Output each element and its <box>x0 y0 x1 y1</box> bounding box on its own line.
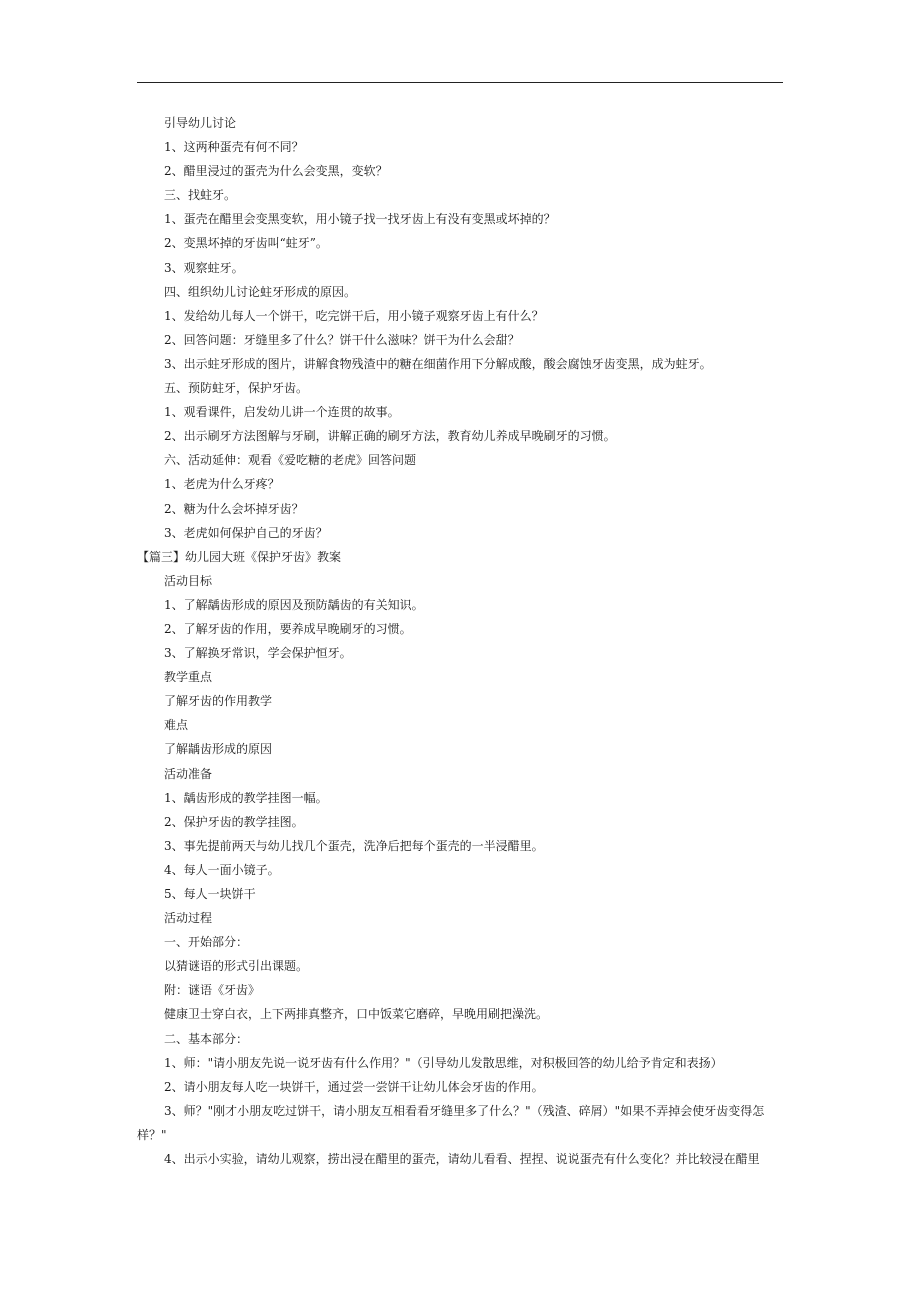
text-line: 三、找蛀牙。 <box>164 188 237 203</box>
text-line: 2、回答问题：牙缝里多了什么？饼干什么滋味？饼干为什么会甜？ <box>164 332 520 347</box>
text-line: 1、师："请小朋友先说一说牙齿有什么作用？"（引导幼儿发散思维，对积极回答的幼儿给予肯定和表扬） <box>164 1055 723 1070</box>
text-line: 4、每人一面小镜子。 <box>164 862 280 877</box>
document-body <box>137 111 783 1171</box>
text-line: 教学重点 <box>164 670 213 685</box>
text-line: 六、活动延伸：观看《爱吃糖的老虎》回答问题 <box>164 453 417 468</box>
text-line: 了解龋齿形成的原因 <box>164 742 273 757</box>
text-line: 活动过程 <box>164 911 213 926</box>
text-line: 二、基本部分： <box>164 1031 249 1046</box>
text-line: 2、请小朋友每人吃一块饼干，通过尝一尝饼干让幼儿体会牙齿的作用。 <box>164 1079 544 1094</box>
text-line: 3、师？"刚才小朋友吃过饼干，请小朋友互相看看牙缝里多了什么？"（残渣、碎屑）"如果不弄掉会使牙齿变得怎 <box>164 1103 765 1118</box>
text-line: 2、了解牙齿的作用，要养成早晚刷牙的习惯。 <box>164 621 412 636</box>
text-line: 2、变黑坏掉的牙齿叫“蛀牙”。 <box>164 236 328 251</box>
header-divider <box>137 82 783 83</box>
text-line: 1、发给幼儿每人一个饼干，吃完饼干后，用小镜子观察牙齿上有什么？ <box>164 308 544 323</box>
text-line: 3、观察蛀牙。 <box>164 260 244 275</box>
text-line: 1、观看课件，启发幼儿讲一个连贯的故事。 <box>164 405 400 420</box>
text-line: 3、出示蛀牙形成的图片，讲解食物残渣中的糖在细菌作用下分解成酸，酸会腐蚀牙齿变黑，成为蛀牙。 <box>164 356 712 371</box>
text-line: 4、出示小实验，请幼儿观察，捞出浸在醋里的蛋壳，请幼儿看看、捏捏、说说蛋壳有什么变化？并比较浸在醋里 <box>164 1152 760 1167</box>
text-line: 3、事先提前两天与幼儿找几个蛋壳，洗净后把每个蛋壳的一半浸醋里。 <box>164 838 544 853</box>
text-line: 五、预防蛀牙，保护牙齿。 <box>164 381 309 396</box>
text-line: 四、组织幼儿讨论蛀牙形成的原因。 <box>164 284 357 299</box>
text-line: 引导幼儿讨论 <box>164 116 237 130</box>
text-line: 2、糖为什么会坏掉牙齿？ <box>164 501 304 516</box>
text-line: 1、蛋壳在醋里会变黑变软，用小镜子找一找牙齿上有没有变黑或坏掉的？ <box>164 212 556 227</box>
text-line: 2、保护牙齿的教学挂图。 <box>164 814 304 829</box>
text-line: 2、醋里浸过的蛋壳为什么会变黑，变软？ <box>164 164 388 179</box>
text-line: 附：谜语《牙齿》 <box>164 983 261 998</box>
text-line: 活动目标 <box>164 573 213 588</box>
text-line: 【篇三】幼儿园大班《保护牙齿》教案 <box>137 549 342 564</box>
text-line: 了解牙齿的作用教学 <box>164 694 273 709</box>
text-line: 3、了解换牙常识，学会保护恒牙。 <box>164 646 352 661</box>
text-line: 难点 <box>164 718 189 733</box>
text-line: 活动准备 <box>164 766 213 781</box>
text-line: 健康卫士穿白衣，上下两排真整齐，口中饭菜它磨碎，早晚用刷把澡洗。 <box>164 1007 549 1022</box>
text-line: 5、每人一块饼干 <box>164 887 256 901</box>
text-line: 3、老虎如何保护自己的牙齿？ <box>164 525 328 540</box>
text-line: 1、了解龋齿形成的原因及预防龋齿的有关知识。 <box>164 597 424 612</box>
text-line: 2、出示刷牙方法图解与牙刷，讲解正确的刷牙方法，教育幼儿养成早晚刷牙的习惯。 <box>164 429 616 444</box>
text-line: 1、这两种蛋壳有何不同？ <box>164 140 304 155</box>
text-line: 一、开始部分： <box>164 935 249 950</box>
text-line: 以猜谜语的形式引出课题。 <box>164 959 309 974</box>
text-line: 1、老虎为什么牙疼？ <box>164 477 280 492</box>
text-line: 1、龋齿形成的教学挂图一幅。 <box>164 790 328 805</box>
text-line: 样？" <box>137 1127 167 1142</box>
